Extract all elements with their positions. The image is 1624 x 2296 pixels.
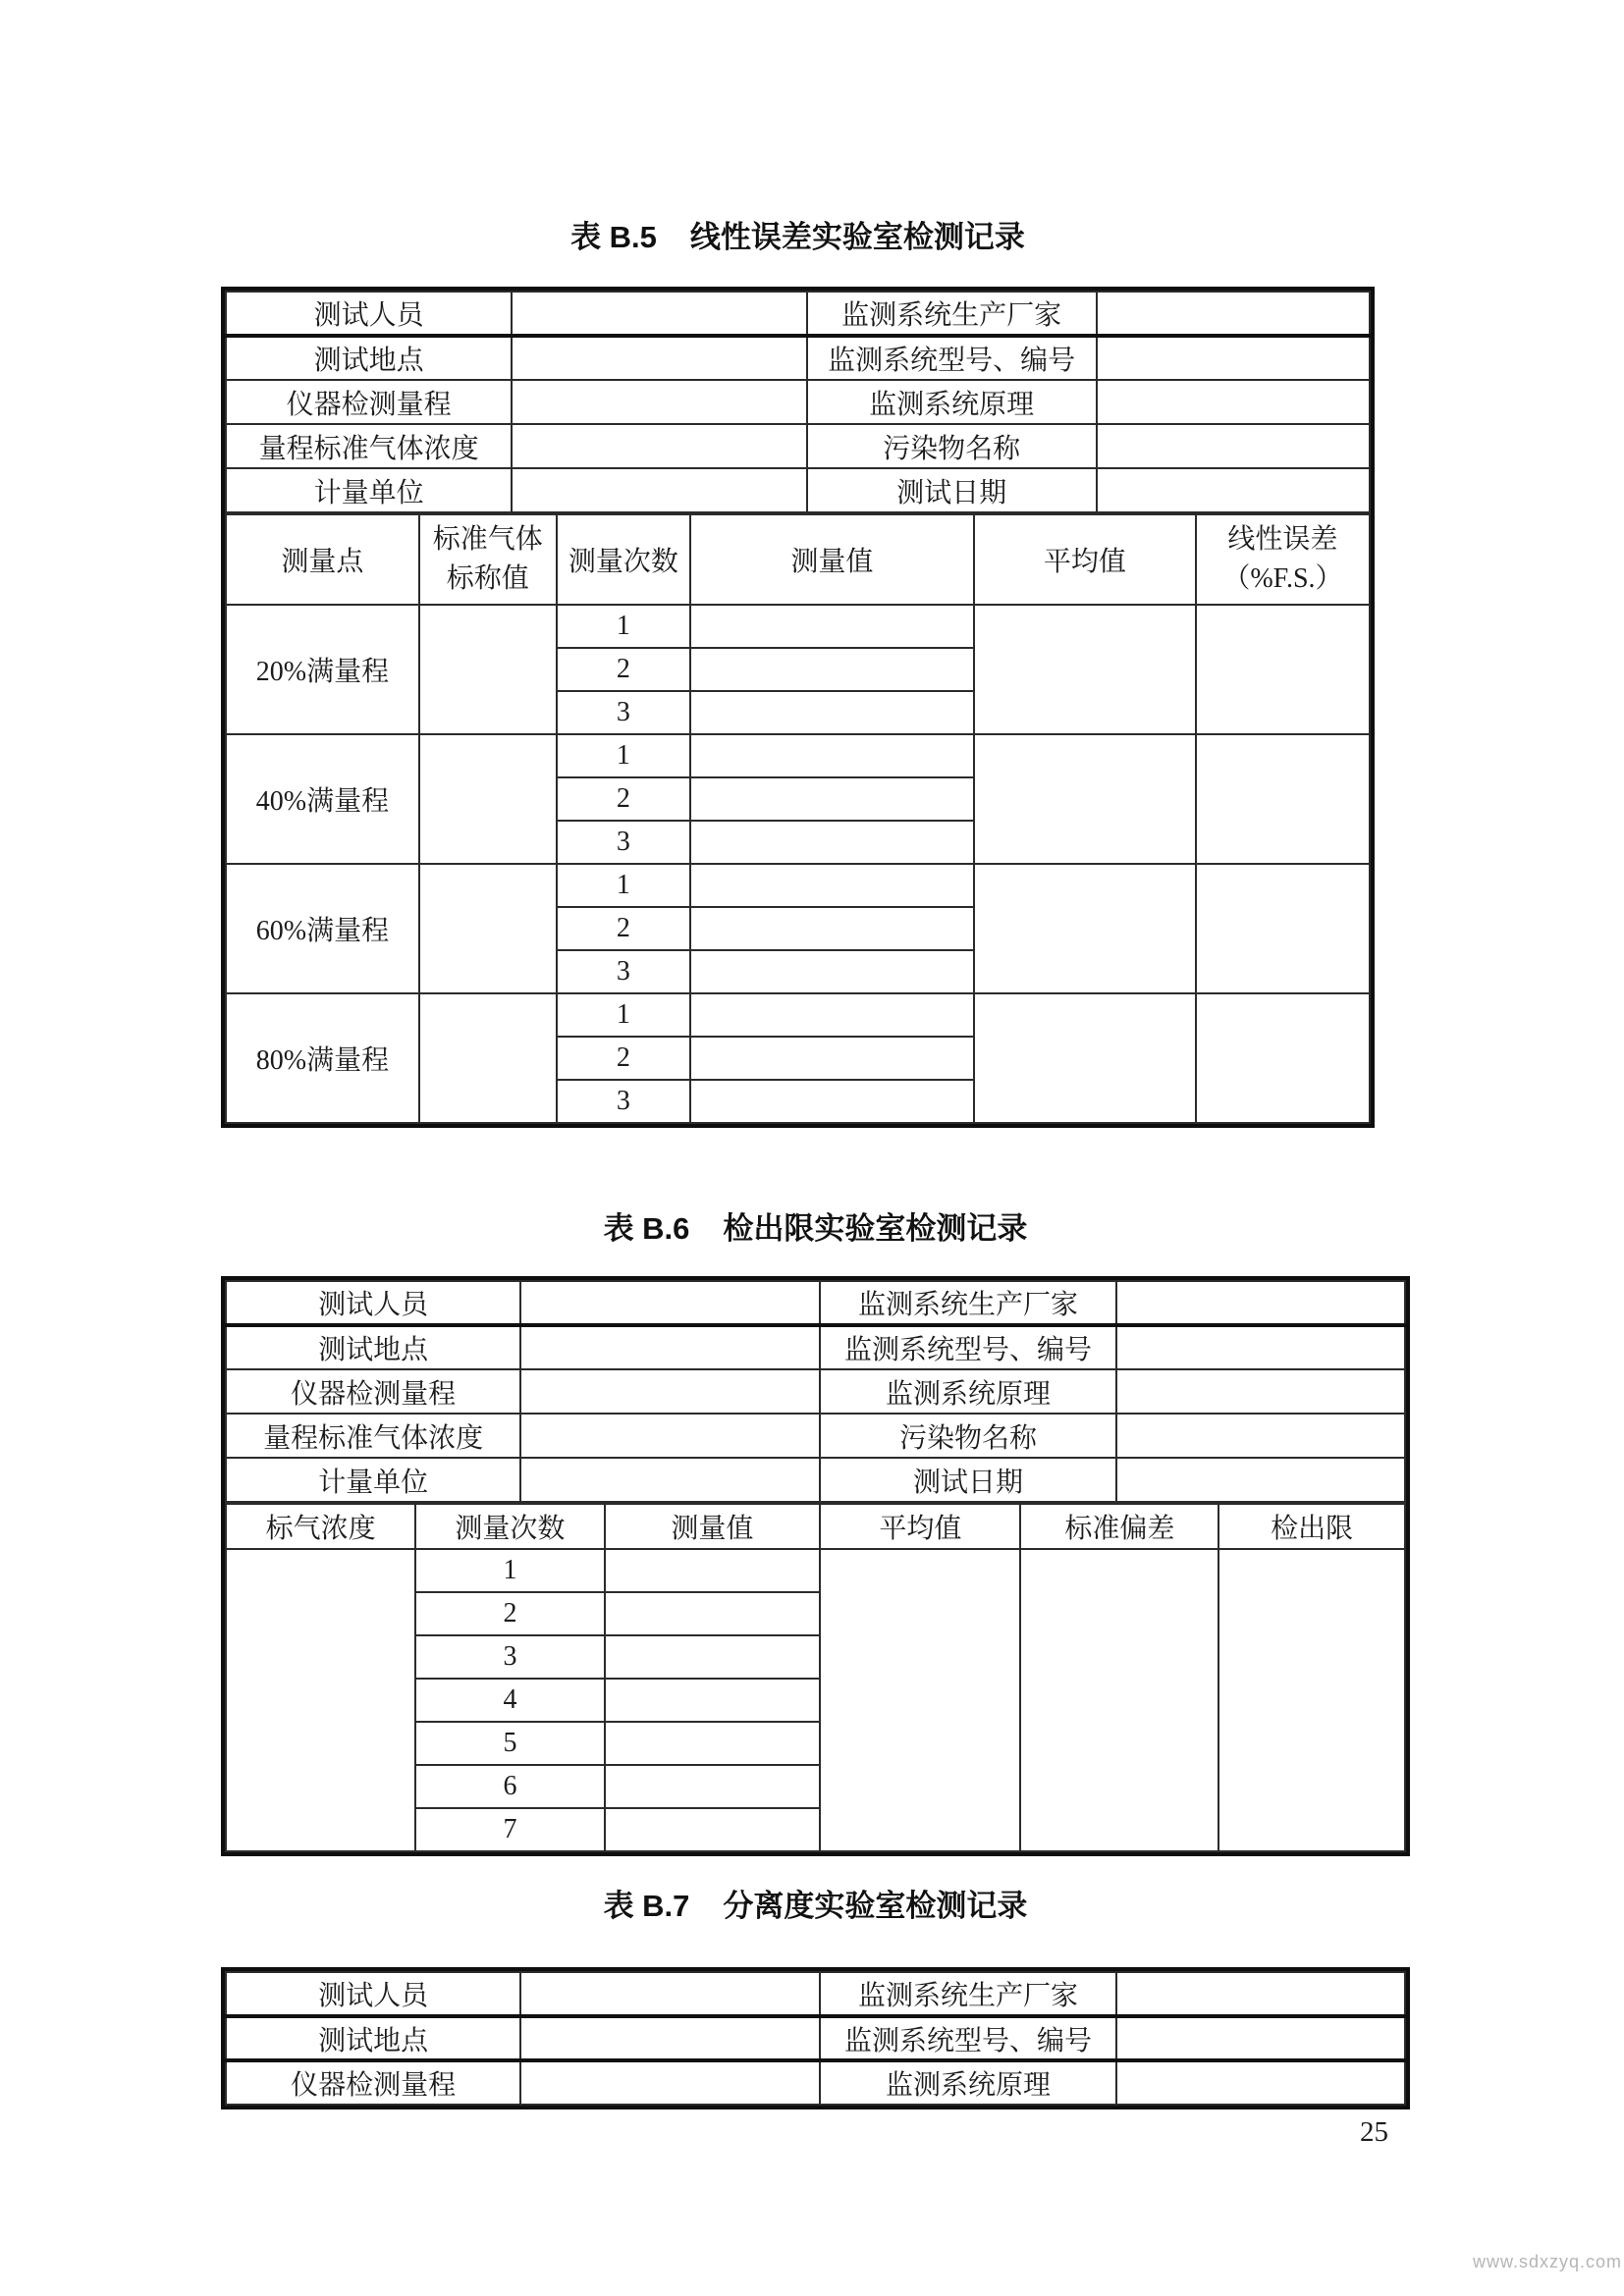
measured-value-cell [690, 734, 974, 777]
table-header-row [226, 514, 1370, 605]
column-header-point: 测量点 [226, 514, 419, 605]
info-value-cell [512, 380, 807, 424]
meas-point-cell: 80%满量程 [226, 993, 419, 1123]
info-label: 污染物名称 [807, 424, 1097, 468]
info-label: 仪器检测量程 [226, 380, 512, 424]
info-value-cell [1097, 468, 1370, 512]
table-b5-title [221, 218, 1375, 257]
info-label: 计量单位 [226, 1458, 520, 1502]
std-gas-value-cell [419, 734, 557, 864]
table-row [226, 2060, 1405, 2105]
info-label: 污染物名称 [820, 1414, 1115, 1458]
info-value-cell [520, 1281, 820, 1325]
info-label: 监测系统生产厂家 [807, 292, 1097, 336]
std-gas-value-cell [419, 864, 557, 993]
info-value-cell [1116, 1414, 1405, 1458]
column-header-std-gas-line2: 标称值 [446, 563, 529, 594]
table-b6-title-number: 表 B.6 [603, 1211, 690, 1246]
table-row [226, 336, 1370, 380]
info-label: 测试日期 [820, 1458, 1115, 1502]
info-label: 仪器检测量程 [226, 2060, 520, 2105]
average-value-cell [974, 605, 1196, 734]
info-value-cell [1116, 2060, 1405, 2105]
info-value-cell [520, 1325, 820, 1369]
trial-number-cell: 7 [415, 1808, 604, 1851]
table-row [226, 424, 1370, 468]
table-b6 [221, 1276, 1410, 1856]
info-value-cell [1097, 380, 1370, 424]
column-header-std-deviation: 标准偏差 [1020, 1504, 1218, 1549]
table-row [226, 1281, 1405, 1325]
trial-number-cell: 6 [415, 1765, 604, 1808]
info-label: 监测系统原理 [807, 380, 1097, 424]
table-row [226, 380, 1370, 424]
measured-value-cell [690, 907, 974, 950]
trial-number-cell: 4 [415, 1679, 604, 1722]
table-row [226, 734, 1370, 777]
table-b7-title-number: 表 B.7 [603, 1889, 690, 1923]
measured-value-cell [690, 777, 974, 821]
info-value-cell [520, 1458, 820, 1502]
detection-limit-cell [1218, 1549, 1405, 1851]
table-header-row [226, 1504, 1405, 1549]
measured-value-cell [690, 605, 974, 648]
column-header-average: 平均值 [974, 514, 1196, 605]
info-value-cell [1097, 292, 1370, 336]
page-number: 25 [1360, 2116, 1388, 2148]
info-value-cell [1116, 1369, 1405, 1414]
table-b5-measurements [225, 513, 1371, 1124]
average-value-cell [974, 734, 1196, 864]
table-b7-info [225, 1971, 1406, 2106]
table-row [226, 864, 1370, 907]
info-value-cell [512, 336, 807, 380]
info-label: 测试人员 [226, 292, 512, 336]
trial-number-cell: 2 [557, 777, 690, 821]
table-row [226, 2016, 1405, 2060]
info-label: 计量单位 [226, 468, 512, 512]
trial-number-cell: 2 [557, 1037, 690, 1080]
column-header-average: 平均值 [820, 1504, 1020, 1549]
info-value-cell [520, 1972, 820, 2016]
linear-error-cell [1196, 993, 1370, 1123]
table-row [226, 1549, 1405, 1592]
info-label: 监测系统原理 [820, 2060, 1115, 2105]
trial-number-cell: 2 [415, 1592, 604, 1635]
info-label: 仪器检测量程 [226, 1369, 520, 1414]
info-value-cell [520, 2016, 820, 2060]
info-label: 测试日期 [807, 468, 1097, 512]
column-header-std-gas [419, 514, 557, 605]
info-label: 监测系统型号、编号 [820, 1325, 1115, 1369]
measured-value-cell [690, 1037, 974, 1080]
trial-number-cell: 5 [415, 1722, 604, 1765]
table-b7-title [221, 1887, 1410, 1926]
column-header-times: 测量次数 [557, 514, 690, 605]
linear-error-cell [1196, 864, 1370, 993]
info-label: 测试人员 [226, 1972, 520, 2016]
info-value-cell [512, 468, 807, 512]
meas-point-cell: 20%满量程 [226, 605, 419, 734]
trial-number-cell: 2 [557, 907, 690, 950]
std-deviation-cell [1020, 1549, 1218, 1851]
measured-value-cell [690, 821, 974, 864]
average-value-cell [974, 864, 1196, 993]
table-b5-info [225, 291, 1371, 513]
table-b7-title-text: 分离度实验室检测记录 [723, 1889, 1028, 1923]
column-header-detection-limit: 检出限 [1218, 1504, 1405, 1549]
table-row [226, 1325, 1405, 1369]
table-b6-info [225, 1280, 1406, 1503]
std-gas-value-cell [419, 993, 557, 1123]
info-label: 监测系统型号、编号 [807, 336, 1097, 380]
info-label: 量程标准气体浓度 [226, 424, 512, 468]
info-label: 监测系统生产厂家 [820, 1281, 1115, 1325]
info-value-cell [1116, 2016, 1405, 2060]
info-value-cell [1116, 1458, 1405, 1502]
column-header-value: 测量值 [605, 1504, 821, 1549]
info-label: 监测系统生产厂家 [820, 1972, 1115, 2016]
info-label: 监测系统原理 [820, 1369, 1115, 1414]
trial-number-cell: 3 [557, 1080, 690, 1123]
info-value-cell [520, 2060, 820, 2105]
info-value-cell [1116, 1325, 1405, 1369]
table-row [226, 1972, 1405, 2016]
table-row [226, 1414, 1405, 1458]
info-label: 量程标准气体浓度 [226, 1414, 520, 1458]
measured-value-cell [690, 648, 974, 691]
measured-value-cell [605, 1679, 821, 1722]
measured-value-cell [690, 950, 974, 993]
column-header-std-gas-conc: 标气浓度 [226, 1504, 415, 1549]
measured-value-cell [605, 1592, 821, 1635]
measured-value-cell [690, 691, 974, 734]
measured-value-cell [690, 1080, 974, 1123]
table-row [226, 1369, 1405, 1414]
table-b5-title-number: 表 B.5 [570, 220, 657, 254]
table-row [226, 605, 1370, 648]
measured-value-cell [605, 1549, 821, 1592]
info-value-cell [1116, 1972, 1405, 2016]
measured-value-cell [605, 1808, 821, 1851]
meas-point-cell: 60%满量程 [226, 864, 419, 993]
info-value-cell [1097, 336, 1370, 380]
average-value-cell [820, 1549, 1020, 1851]
table-b6-title-text: 检出限实验室检测记录 [723, 1211, 1028, 1246]
meas-point-cell: 40%满量程 [226, 734, 419, 864]
table-row [226, 292, 1370, 336]
column-header-linear-error-line2: （%F.S.） [1222, 563, 1343, 594]
info-value-cell [1116, 1281, 1405, 1325]
watermark-text: www.sdxzyq.com [1473, 2252, 1623, 2271]
measured-value-cell [690, 864, 974, 907]
average-value-cell [974, 993, 1196, 1123]
info-label: 测试地点 [226, 336, 512, 380]
measured-value-cell [690, 993, 974, 1037]
std-gas-conc-cell [226, 1549, 415, 1851]
info-value-cell [512, 424, 807, 468]
info-value-cell [512, 292, 807, 336]
measured-value-cell [605, 1722, 821, 1765]
column-header-value: 测量值 [690, 514, 974, 605]
table-b7 [221, 1967, 1410, 2109]
column-header-linear-error [1196, 514, 1370, 605]
table-row [226, 993, 1370, 1037]
trial-number-cell: 1 [557, 605, 690, 648]
measured-value-cell [605, 1635, 821, 1679]
trial-number-cell: 1 [557, 864, 690, 907]
info-value-cell [520, 1414, 820, 1458]
trial-number-cell: 1 [557, 734, 690, 777]
info-label: 测试地点 [226, 1325, 520, 1369]
table-b6-title [221, 1209, 1410, 1249]
trial-number-cell: 3 [557, 691, 690, 734]
table-row [226, 468, 1370, 512]
trial-number-cell: 1 [557, 993, 690, 1037]
trial-number-cell: 1 [415, 1549, 604, 1592]
linear-error-cell [1196, 605, 1370, 734]
trial-number-cell: 2 [557, 648, 690, 691]
measured-value-cell [605, 1765, 821, 1808]
table-row [226, 1458, 1405, 1502]
trial-number-cell: 3 [557, 950, 690, 993]
table-b5 [221, 287, 1375, 1128]
info-value-cell [520, 1369, 820, 1414]
info-value-cell [1097, 424, 1370, 468]
column-header-std-gas-line1: 标准气体 [432, 524, 543, 555]
column-header-linear-error-line1: 线性误差 [1227, 524, 1338, 555]
info-label: 测试地点 [226, 2016, 520, 2060]
info-label: 监测系统型号、编号 [820, 2016, 1115, 2060]
table-b5-title-text: 线性误差实验室检测记录 [689, 220, 1025, 254]
trial-number-cell: 3 [557, 821, 690, 864]
std-gas-value-cell [419, 605, 557, 734]
trial-number-cell: 3 [415, 1635, 604, 1679]
column-header-times: 测量次数 [415, 1504, 604, 1549]
linear-error-cell [1196, 734, 1370, 864]
info-label: 测试人员 [226, 1281, 520, 1325]
table-b6-measurements [225, 1503, 1406, 1852]
